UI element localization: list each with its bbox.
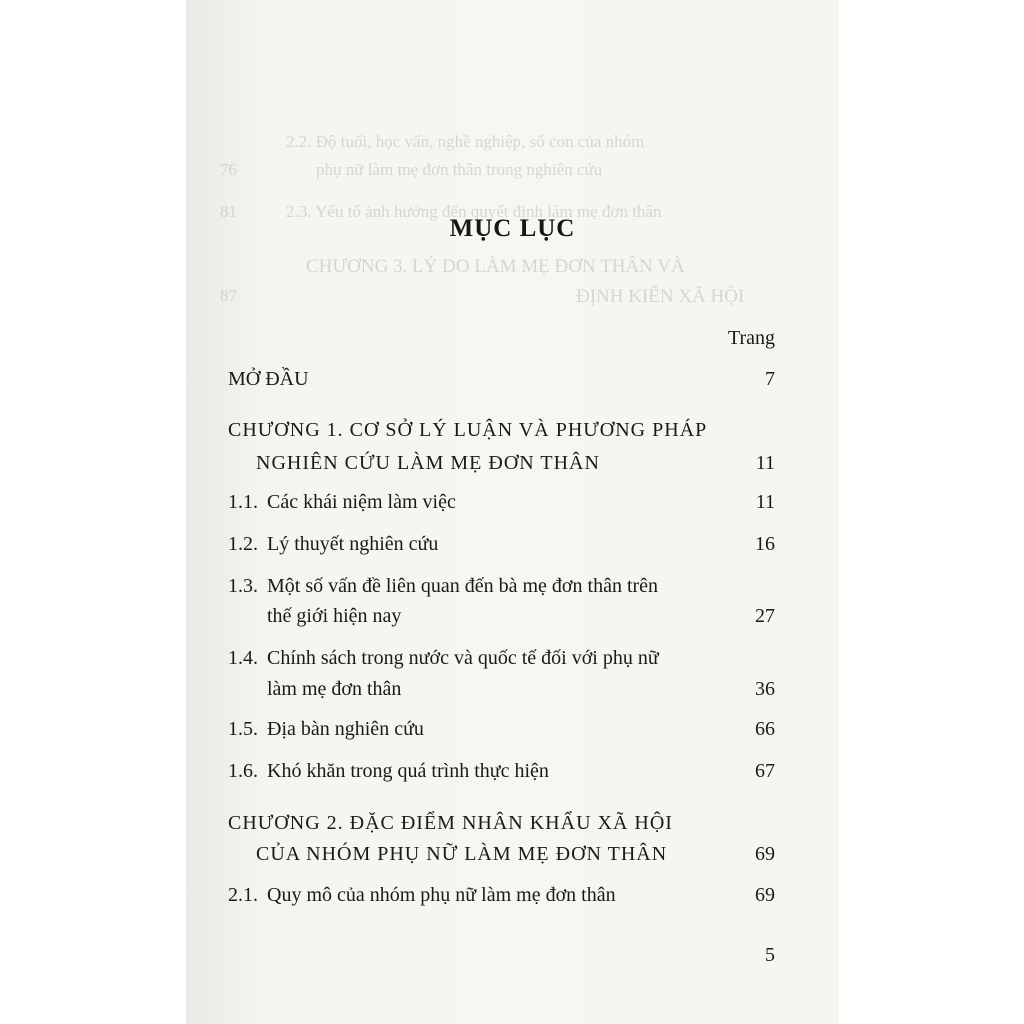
toc-entry-label: Chính sách trong nước và quốc tế đối với phụ nữ (267, 647, 659, 669)
book-page (186, 0, 839, 1024)
bleed-line: 2.2. Độ tuổi, học vấn, nghề nghiệp, số con của nhóm (286, 132, 645, 151)
toc-entry-label-cont: làm mẹ đơn thân (267, 678, 402, 700)
toc-entry-label: Lý thuyết nghiên cứu (267, 533, 439, 555)
page-column-label: Trang (728, 327, 776, 349)
toc-chapter-label-cont: NGHIÊN CỨU LÀM MẸ ĐƠN THÂN (256, 452, 600, 474)
bleed-page: 76 (220, 160, 237, 179)
toc-entry-number: 1.4. (228, 647, 258, 669)
toc-entry-page: 67 (755, 760, 775, 782)
toc-chapter-label: CHƯƠNG 2. ĐẶC ĐIỂM NHÂN KHẨU XÃ HỘI (228, 812, 673, 834)
toc-entry-page: 69 (755, 884, 775, 906)
toc-entry-page: 16 (755, 533, 775, 555)
toc-entry-page: 66 (755, 718, 775, 740)
toc-entry-label: Khó khăn trong quá trình thực hiện (267, 760, 549, 782)
bleed-line: phụ nữ làm mẹ đơn thân trong nghiên cứu (316, 160, 603, 179)
toc-entry-number: 1.1. (228, 491, 258, 513)
page-number: 5 (765, 944, 775, 966)
toc-entry-number: 1.3. (228, 575, 258, 597)
toc-entry-number: 2.1. (228, 884, 258, 906)
bleed-page: 81 (220, 202, 237, 221)
toc-entry-page: 36 (755, 678, 775, 700)
toc-chapter-label: CHƯƠNG 1. CƠ SỞ LÝ LUẬN VÀ PHƯƠNG PHÁP (228, 419, 708, 441)
toc-entry-page: 7 (765, 368, 775, 390)
toc-entry-page: 69 (755, 843, 775, 865)
toc-entry-label: MỞ ĐẦU (228, 368, 309, 390)
toc-entry-number: 1.6. (228, 760, 258, 782)
toc-entry-label-cont: thế giới hiện nay (267, 605, 402, 627)
toc-entry-page: 27 (755, 605, 775, 627)
toc-entry-label: Quy mô của nhóm phụ nữ làm mẹ đơn thân (267, 884, 616, 906)
toc-entry-page: 11 (755, 491, 775, 513)
bleed-line: ĐỊNH KIẾN XÃ HỘI (576, 286, 745, 307)
toc-entry-label: Địa bàn nghiên cứu (267, 718, 424, 740)
toc-entry-label: Một số vấn đề liên quan đến bà mẹ đơn thân trên (267, 575, 659, 597)
toc-entry-number: 1.5. (228, 718, 258, 740)
toc-entry-label: Các khái niệm làm việc (267, 491, 456, 513)
toc-entry-page: 11 (755, 452, 775, 474)
bleed-page: 87 (220, 286, 237, 305)
toc-entry-number: 1.2. (228, 533, 258, 555)
bleed-line: 2.3. Yếu tố ảnh hưởng đến quyết định làm mẹ đơn thân (286, 202, 662, 221)
page-title: MỤC LỤC (449, 215, 576, 242)
bleed-line: CHƯƠNG 3. LÝ DO LÀM MẸ ĐƠN THÂN VÀ (306, 256, 685, 277)
toc-chapter-label-cont: CỦA NHÓM PHỤ NỮ LÀM MẸ ĐƠN THÂN (256, 843, 668, 865)
